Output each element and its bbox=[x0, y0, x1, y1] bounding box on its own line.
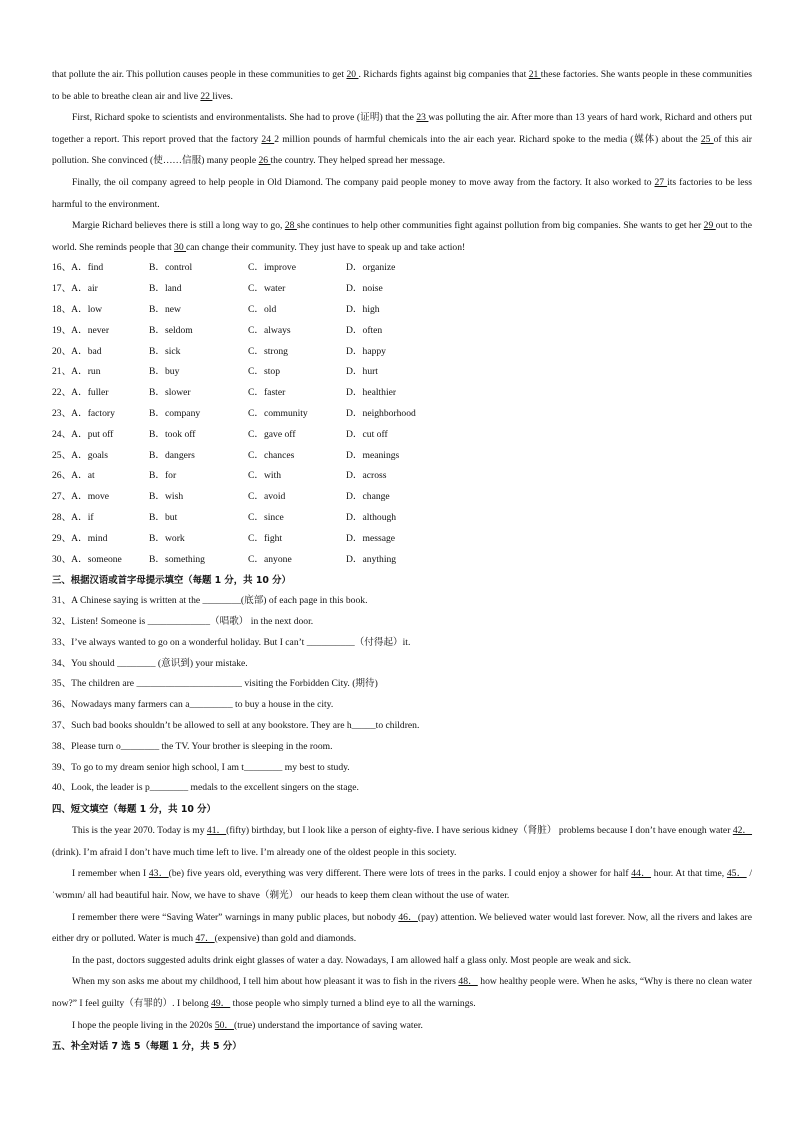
option-choice: 17、A．air bbox=[52, 283, 98, 295]
option-choice: 16、A．find bbox=[52, 262, 104, 274]
option-choice: B．for bbox=[149, 470, 177, 482]
paragraph bbox=[52, 907, 752, 950]
option-choice: 23、A．factory bbox=[52, 407, 115, 419]
text-run: When my son asks me about my childhood, I tell him about how pleasant it was to fish in the rivers bbox=[72, 976, 459, 988]
text-run: of this air pollution. She convinced (使……信服) many people bbox=[52, 133, 752, 167]
option-choice: D．healthier bbox=[346, 387, 397, 399]
paragraph bbox=[52, 64, 752, 107]
option-choice: D．often bbox=[346, 324, 383, 336]
paragraph bbox=[52, 863, 752, 906]
option-row bbox=[52, 466, 752, 487]
paragraph bbox=[52, 1015, 752, 1037]
text-run: (expensive) than gold and diamonds. bbox=[214, 933, 357, 945]
text-run: was polluting the air. After more than 13 years of hard work, Richard and others put together a report. This report proved that the factory bbox=[52, 112, 752, 145]
blank-number: 24 bbox=[261, 133, 275, 145]
question-item: 40、Look, the leader is p________ medals to the excellent singers on the stage. bbox=[52, 782, 359, 794]
text-run: how healthy people were. When he asks, “Why is there no clean water now?” I feel guilty（有罪的）. I belong bbox=[52, 976, 753, 1010]
option-choice: D．message bbox=[346, 532, 396, 544]
question-item: 36、Nowadays many farmers can a_________ to buy a house in the city. bbox=[52, 699, 334, 711]
blank-number: 46． bbox=[398, 911, 418, 923]
question-item: 39、To go to my dream senior high school, I am t________ my best to study. bbox=[52, 761, 350, 773]
option-choice: D．organize bbox=[346, 262, 396, 274]
question-item: 32、Listen! Someone is _____________（唱歌） in the next door. bbox=[52, 616, 314, 628]
text-run: . Richards fights against big companies that bbox=[358, 69, 529, 80]
option-choice: B．something bbox=[149, 553, 205, 565]
option-choice: C．anyone bbox=[248, 553, 292, 565]
blank-number: 29 bbox=[703, 220, 716, 232]
option-choice: 25、A．goals bbox=[52, 449, 108, 461]
blank-number: 25 bbox=[700, 133, 714, 145]
blank-number: 30 bbox=[174, 241, 187, 253]
text-run: In the past, doctors suggested adults drink eight glasses of water a day. Nowadays, I am allowed half a glass only. Most people are weak and sick. bbox=[72, 954, 632, 966]
option-choice: C．stop bbox=[248, 366, 280, 378]
option-row bbox=[52, 404, 752, 425]
cloze-options bbox=[52, 258, 752, 570]
paragraph bbox=[52, 820, 752, 863]
option-choice: 19、A．never bbox=[52, 324, 110, 336]
option-row bbox=[52, 362, 752, 383]
option-choice: C．gave off bbox=[248, 428, 296, 440]
option-row bbox=[52, 425, 752, 446]
option-choice: C．avoid bbox=[248, 491, 286, 503]
text-run: she continues to help other communities fight against pollution from big companies. She wants to get her bbox=[296, 220, 704, 232]
blank-number: 22 bbox=[200, 90, 213, 102]
option-choice: D．high bbox=[346, 303, 380, 315]
option-choice: B．buy bbox=[149, 366, 180, 378]
option-row bbox=[52, 342, 752, 363]
option-choice: B．took off bbox=[149, 428, 196, 440]
blank-number: 28 bbox=[284, 220, 297, 232]
text-run: that pollute the air. This pollution causes people in these communities to get bbox=[52, 69, 347, 80]
option-choice: C．always bbox=[248, 324, 291, 336]
option-row bbox=[52, 300, 752, 321]
section-4-heading: 四、短文填空（每题 1 分，共 10 分） bbox=[52, 804, 216, 816]
option-choice: 20、A．bad bbox=[52, 345, 102, 357]
option-row bbox=[52, 279, 752, 300]
option-choice: D．meanings bbox=[346, 449, 400, 461]
option-choice: C．since bbox=[248, 511, 284, 523]
text-run: its factories to be less harmful to the environment. bbox=[52, 176, 752, 210]
blank-number: 48． bbox=[458, 976, 478, 988]
option-choice: C．with bbox=[248, 470, 282, 482]
text-run: 2 million pounds of harmful chemicals into the air each year. Richard spoke to the media (媒体) about the bbox=[274, 133, 701, 145]
option-choice: B．slower bbox=[149, 387, 191, 399]
text-run: I remember when I bbox=[72, 868, 149, 880]
text-run: the country. They helped spread her message. bbox=[270, 155, 445, 167]
option-choice: D．change bbox=[346, 491, 390, 503]
blank-number: 47． bbox=[195, 933, 215, 945]
option-choice: B．new bbox=[149, 303, 181, 315]
blank-number: 50． bbox=[214, 1019, 235, 1031]
option-choice: 22、A．fuller bbox=[52, 387, 109, 399]
text-run: This is the year 2070. Today is my bbox=[72, 825, 207, 837]
blank-number: 42． bbox=[732, 825, 753, 837]
text-run: (be) five years old, everything was very different. There were lots of trees in the parks. I could enjoy a shower for half bbox=[168, 868, 632, 880]
blank-number: 23 bbox=[416, 112, 429, 124]
blank-number: 20 bbox=[346, 69, 359, 80]
option-choice: D．neighborhood bbox=[346, 407, 416, 419]
option-row bbox=[52, 508, 752, 529]
option-choice: B．but bbox=[149, 511, 178, 523]
option-choice: B．land bbox=[149, 283, 182, 295]
paragraph bbox=[52, 950, 752, 972]
option-choice: B．wish bbox=[149, 491, 184, 503]
option-row bbox=[52, 487, 752, 508]
text-run: Margie Richard believes there is still a long way to go, bbox=[72, 220, 285, 232]
option-choice: C．fight bbox=[248, 532, 283, 544]
text-run: hour. At that time, bbox=[651, 868, 727, 880]
text-run: /ˈwʊmɪn/ all had beautiful hair. Now, we have to shave（剃光） our heads to keep them clean without the use of water. bbox=[52, 868, 753, 902]
paragraph bbox=[52, 172, 752, 215]
option-choice: 18、A．low bbox=[52, 303, 103, 315]
section-4-passage bbox=[52, 820, 752, 1036]
option-row bbox=[52, 383, 752, 404]
option-choice: 26、A．at bbox=[52, 470, 95, 482]
option-choice: D．happy bbox=[346, 345, 386, 357]
document-page bbox=[52, 64, 752, 1057]
option-choice: B．control bbox=[149, 262, 193, 274]
option-row bbox=[52, 446, 752, 467]
text-run: I remember there were “Saving Water” warnings in many public places, but nobody bbox=[72, 911, 399, 923]
option-row bbox=[52, 321, 752, 342]
question-item: 37、Such bad books shouldn’t be allowed to sell at any bookstore. They are h_____to children. bbox=[52, 720, 420, 732]
paragraph bbox=[52, 215, 752, 258]
blank-number: 45． bbox=[726, 868, 747, 880]
question-item: 35、The children are ______________________ visiting the Forbidden City. (期待) bbox=[52, 678, 378, 690]
option-choice: D．although bbox=[346, 511, 397, 523]
option-choice: 21、A．run bbox=[52, 366, 101, 378]
cloze-passage bbox=[52, 64, 752, 258]
section-3-heading: 三、根据汉语或首字母提示填空（每题 1 分，共 10 分） bbox=[52, 575, 291, 587]
text-run: lives. bbox=[212, 90, 233, 102]
text-run: I hope the people living in the 2020s bbox=[72, 1019, 215, 1031]
question-item: 34、You should ________ (意识到) your mistake. bbox=[52, 657, 248, 669]
paragraph bbox=[52, 971, 752, 1014]
question-item: 38、Please turn o________ the TV. Your brother is sleeping in the room. bbox=[52, 740, 333, 752]
blank-number: 27 bbox=[654, 176, 668, 188]
paragraph bbox=[52, 107, 752, 172]
text-run: can change their community. They just have to speak up and take action! bbox=[186, 241, 466, 253]
option-choice: C．chances bbox=[248, 449, 295, 461]
blank-number: 41． bbox=[206, 825, 227, 837]
option-choice: B．sick bbox=[149, 345, 181, 357]
option-choice: C．old bbox=[248, 303, 277, 315]
blank-number: 44． bbox=[631, 868, 652, 880]
option-row bbox=[52, 258, 752, 279]
option-choice: B．company bbox=[149, 407, 201, 419]
option-choice: 24、A．put off bbox=[52, 428, 114, 440]
blank-number: 21 bbox=[528, 69, 541, 80]
option-choice: 27、A．move bbox=[52, 491, 110, 503]
question-item: 31、A Chinese saying is written at the ________(底部) of each page in this book. bbox=[52, 595, 368, 607]
option-choice: B．dangers bbox=[149, 449, 195, 461]
option-choice: 28、A．if bbox=[52, 511, 94, 523]
option-choice: D．cut off bbox=[346, 428, 388, 440]
option-choice: D．noise bbox=[346, 283, 383, 295]
option-choice: C．faster bbox=[248, 387, 286, 399]
text-run: those people who simply turned a blind eye to all the warnings. bbox=[230, 998, 476, 1010]
text-run: First, Richard spoke to scientists and environmentalists. She had to prove (证明) that the bbox=[72, 112, 417, 124]
option-choice: B．seldom bbox=[149, 324, 193, 336]
section-3-items bbox=[52, 591, 752, 799]
text-run: out to the world. She reminds people that bbox=[52, 220, 752, 253]
option-choice: C．community bbox=[248, 407, 308, 419]
option-choice: C．water bbox=[248, 283, 286, 295]
section-5-heading: 五、补全对话 7 选 5（每题 1 分，共 5 分） bbox=[52, 1041, 242, 1053]
question-item: 33、I’ve always wanted to go on a wonderful holiday. But I can’t __________（付得起）it. bbox=[52, 636, 411, 648]
option-choice: D．hurt bbox=[346, 366, 378, 378]
option-choice: C．improve bbox=[248, 262, 296, 274]
text-run: (true) understand the importance of saving water. bbox=[234, 1019, 423, 1031]
text-run: these factories. She wants people in these communities to be able to breathe clean air and live bbox=[52, 69, 752, 102]
option-choice: 30、A．someone bbox=[52, 553, 122, 565]
text-run: (pay) attention. We believed water would last forever. Now, all the rivers and lakes are either dry or polluted. Water is much bbox=[52, 911, 752, 945]
option-row bbox=[52, 529, 752, 550]
text-run: (drink). I’m afraid I don’t have much time left to live. I’m already one of the oldest people in this society. bbox=[52, 846, 457, 858]
option-row bbox=[52, 550, 752, 571]
option-choice: D．across bbox=[346, 470, 387, 482]
blank-number: 26 bbox=[258, 155, 271, 167]
blank-number: 43． bbox=[148, 868, 169, 880]
option-choice: 29、A．mind bbox=[52, 532, 108, 544]
option-choice: D．anything bbox=[346, 553, 397, 565]
text-run: Finally, the oil company agreed to help people in Old Diamond. The company paid people money to move away from the factory. It also worked to bbox=[72, 176, 655, 188]
blank-number: 49． bbox=[211, 998, 231, 1010]
option-choice: C．strong bbox=[248, 345, 288, 357]
option-choice: B．work bbox=[149, 532, 185, 544]
text-run: (fifty) birthday, but I look like a person of eighty-five. I have serious kidney（肾脏） problems because I don’t have enough water bbox=[226, 825, 733, 837]
